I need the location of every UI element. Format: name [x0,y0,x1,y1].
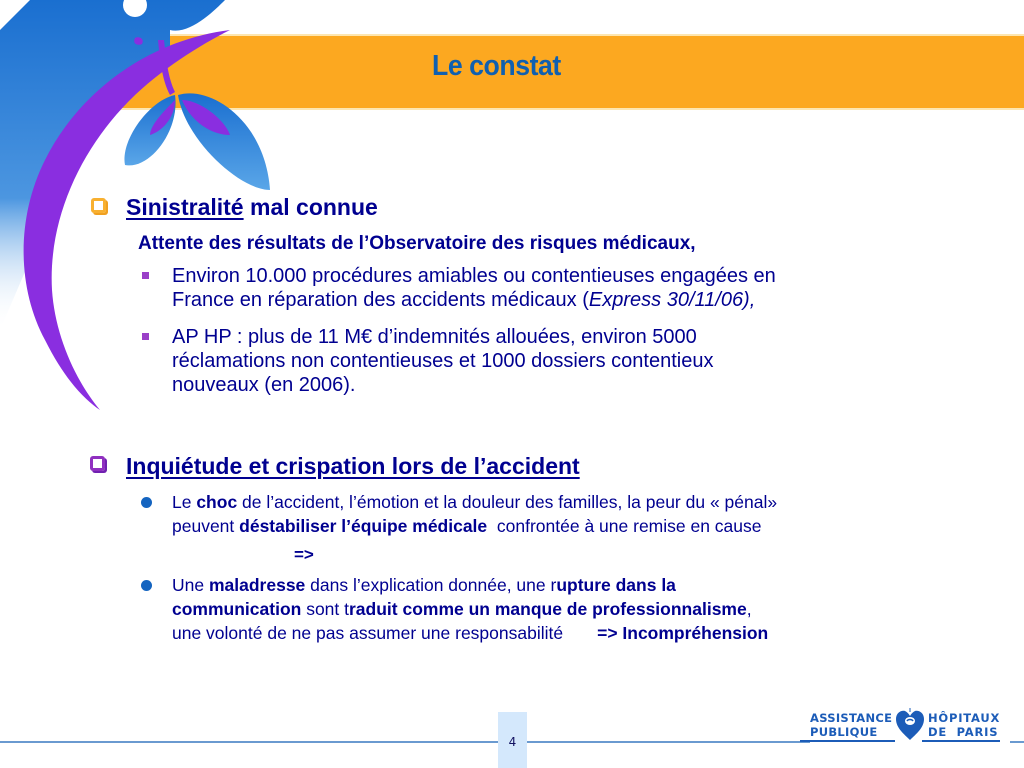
page-number: 4 [508,735,517,749]
purple-checkbox-square-icon [90,456,105,471]
section-heading-sinistralite [126,194,378,221]
section-heading-inquietude [126,453,580,480]
italic-citation: Express 30/11/06), [588,289,756,311]
text-span: de l’accident, l’émotion et la douleur des familles, la peur du « pénal» [237,492,778,512]
logo-text-line: PUBLIQUE [810,725,878,739]
bullet-line [172,621,768,645]
bullet-text-aphp [172,325,713,397]
heading-underlined-text: Inquiétude et crispation lors de l’accident [126,453,580,479]
bullet-text-choc [172,490,777,538]
blue-dot-bullet-icon [141,497,152,508]
bullet-line [172,573,768,597]
purple-square-bullet-icon [142,333,149,340]
bold-text: upture dans la [556,575,676,595]
text-span: peuvent [172,516,240,536]
text-span: dans l’explication donnée, une r [305,575,557,595]
sub-heading-observatoire: Attente des résultats de l’Observatoire des risques médicaux, [138,233,696,254]
bullet-line: Environ 10.000 procédures amiables ou contentieuses engagées en [172,265,776,287]
blue-dot-bullet-icon [141,580,152,591]
bullet-text-maladresse [172,573,768,645]
purple-square-bullet-icon [142,272,149,279]
bullet-line [172,514,777,538]
text-span: France en réparation des accidents médicaux ( [172,289,589,311]
bullet-line [172,490,777,514]
text-span: confrontée à une remise en cause [487,516,762,536]
bold-text: choc [196,492,238,512]
logo-text-line: HÔPITAUX [928,711,1001,725]
logo-text-right [928,711,1000,739]
logo-text-line: ASSISTANCE [810,711,893,725]
text-span: sont t [301,599,349,619]
bullet-line [172,597,768,621]
bullet-text-procedures [172,264,776,312]
page-number-box [498,712,527,768]
text-span: Une [172,575,209,595]
bold-text: maladresse [208,575,306,595]
heading-underlined-text: Sinistralité [126,194,244,220]
text-span: Le [172,492,197,512]
bullet-line: AP HP : plus de 11 M€ d’indemnités allouées, environ 5000 [172,326,697,348]
bold-text: communication [172,599,302,619]
orange-checkbox-square-icon [91,198,106,213]
logo-text-left [810,711,892,739]
logo-underline-right [922,740,1000,742]
bold-text: raduit comme un manque de professionnalisme [349,599,747,619]
logo-text-line: DE PARIS [928,725,999,739]
bullet-line: réclamations non contentieuses et 1000 dossiers contentieux [172,350,714,372]
text-span: , [746,599,752,619]
bullet-line [172,288,776,312]
bold-text: => Incompréhension [597,623,769,643]
slide-title: Le constat [432,50,561,82]
logo-underline-left [800,740,895,742]
text-span: une volonté de ne pas assumer une responsabilité [172,623,564,643]
bold-text: déstabiliser l’équipe médicale [239,516,488,536]
heart-logo-icon [894,708,926,742]
heading-rest-text: mal connue [243,194,378,220]
bullet-line: nouveaux (en 2006). [172,374,356,396]
arrow-text: => [294,545,314,564]
aphp-logo [810,710,1010,750]
